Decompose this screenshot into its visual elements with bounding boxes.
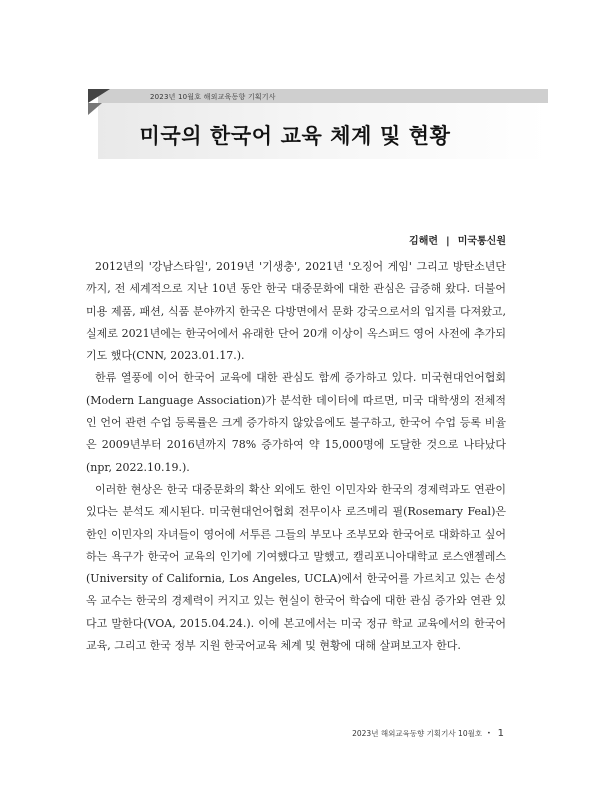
page-title: 미국의 한국어 교육 체계 및 현황: [139, 124, 451, 148]
page-footer: [352, 728, 504, 739]
author-name: 김해련: [409, 236, 439, 247]
page-number: 1: [497, 728, 504, 739]
byline-separator: |: [446, 236, 450, 247]
body-paragraph: 한류 열풍에 이어 한국어 교육에 대한 관심도 함께 증가하고 있다. 미국현대언어협회(Modern Language Association)가 분석한 데이터에 따르면, 미국 대학생의 전체적인 언어 관련 수업 등록률은 크게 증가하지 않았음에도 불구하고, 한국어 수업 등록 비율은 2009년부터 2016년까지 78% 증가하여 약 15,000명에 도달한 것으로 나타났다(npr, 2022.10.19.).: [86, 371, 506, 474]
byline: [409, 232, 506, 247]
author-affiliation: 미국통신원: [457, 236, 506, 247]
body-paragraph: 2012년의 '강남스타일', 2019년 '기생충', 2021년 '오징어 게임' 그리고 방탄소년단까지, 전 세계적으로 지난 10년 동안 한국 대중문화에 대한 관심은 급증해 왔다. 더불어 미용 제품, 패션, 식품 분야까지 한국은 다방면에서 문화 강국으로서의 입지를 다져왔고, 실제로 2021년에는 한국어에서 유래한 단어 20개 이상이 옥스퍼드 영어 사전에 추가되기도 했다(CNN, 2023.01.17.).: [86, 260, 506, 363]
article-body: [86, 256, 506, 657]
header-tab-decoration: [88, 89, 110, 103]
header-fold-decoration: [88, 103, 102, 115]
body-paragraph: 이러한 현상은 한국 대중문화의 확산 외에도 한인 이민자와 한국의 경제력과도 연관이 있다는 분석도 제시된다. 미국현대언어협회 전무이사 로즈메리 필(Rosemary Feal)은 한인 이민자의 자녀들이 영어에 서투른 그들의 부모나 조부모와 한국어로 대화하고 싶어 하는 욕구가 한국어 교육의 인기에 기여했다고 말했고, 캘리포니아대학교 로스앤젤레스(University of California, Los Angeles, UCLA)에서 한국어를 가르치고 있는 손성옥 교수는 한국의 경제력이 커지고 있는 현실이 한국어 학습에 대한 관심 증가와 연관 있다고 말한다(VOA, 2015.04.24.). 이에 본고에서는 미국 정규 학교 교육에서의 한국어 교육, 그리고 한국 정부 지원 한국어교육 체계 및 현황에 대해 살펴보고자 한다.: [86, 482, 506, 653]
footer-label: 2023년 해외교육동향 기획기사 10월호: [352, 729, 483, 738]
footer-bullet: •: [487, 730, 491, 737]
header-label: 2023년 10월호 해외교육동향 기획기사: [150, 93, 276, 101]
